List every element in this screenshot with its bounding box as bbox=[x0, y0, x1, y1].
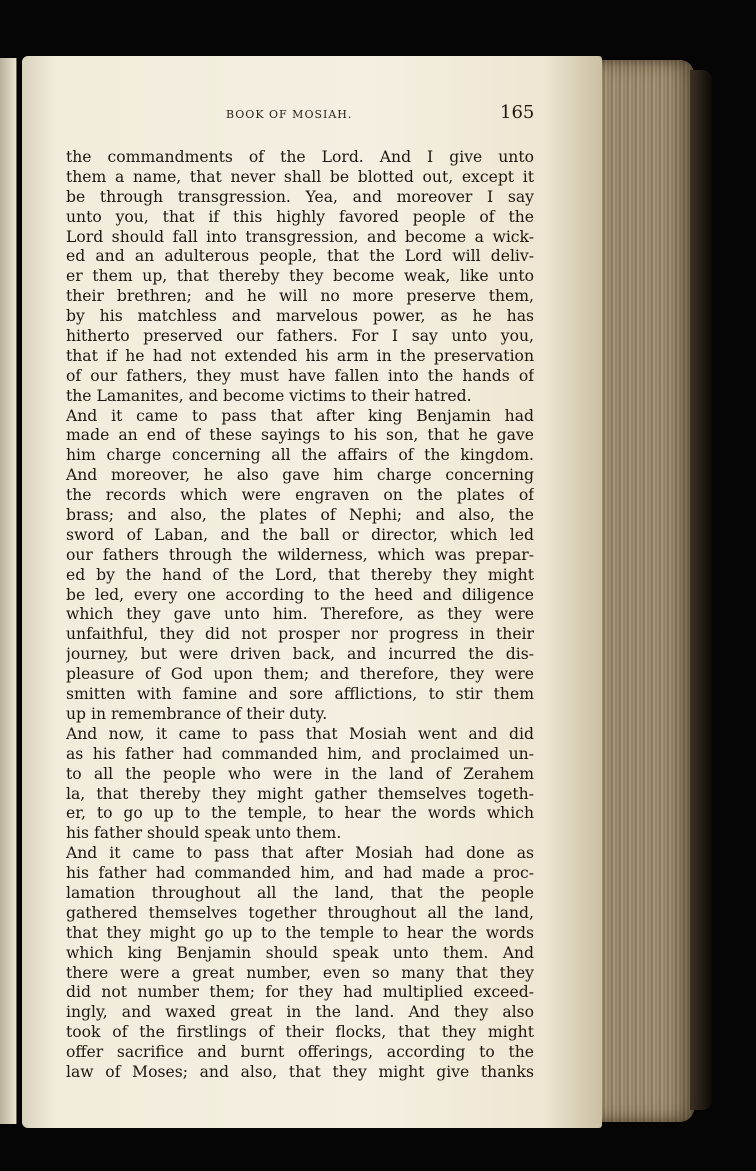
text-line: up in remembrance of their duty. bbox=[66, 704, 328, 723]
text-line: them a name, that never shall be blotted out, except it bbox=[66, 167, 534, 186]
text-line: of our fathers, they must have fallen into the hands of bbox=[66, 366, 534, 385]
text-line: our fathers through the wilderness, which was prepar- bbox=[66, 545, 534, 564]
text-line: sword of Laban, and the ball or director, which led bbox=[66, 525, 534, 544]
text-line: the records which were engraven on the plates of bbox=[66, 486, 534, 505]
facing-page-edge bbox=[0, 58, 17, 1124]
text-line: journey, but were driven back, and incurred the dis- bbox=[66, 645, 534, 664]
text-line: ingly, and waxed great in the land. And they also bbox=[66, 1003, 534, 1022]
text-line: And it came to pass that after Mosiah had done as bbox=[66, 844, 534, 863]
text-line: offer sacrifice and burnt offerings, according to the bbox=[66, 1043, 534, 1062]
text-line: to all the people who were in the land of Zerahem bbox=[66, 764, 534, 783]
text-line: be through transgression. Yea, and moreover I say bbox=[66, 187, 534, 206]
body-text bbox=[66, 148, 534, 1083]
text-line: which king Benjamin should speak unto them. And bbox=[66, 943, 534, 962]
text-line: that if he had not extended his arm in the preservation bbox=[66, 346, 534, 365]
text-line: And now, it came to pass that Mosiah went and did bbox=[66, 724, 534, 743]
text-line: er, to go up to the temple, to hear the words which bbox=[66, 804, 534, 823]
page-header bbox=[0, 102, 756, 128]
text-line: brass; and also, the plates of Nephi; and also, the bbox=[66, 506, 534, 525]
text-line: And moreover, he also gave him charge concerning bbox=[66, 466, 534, 485]
text-line: Lord should fall into transgression, and become a wick- bbox=[66, 227, 534, 246]
text-line: ed and an adulterous people, that the Lord will deliv- bbox=[66, 247, 534, 266]
text-line: smitten with famine and sore afflictions, to stir them bbox=[66, 685, 534, 704]
text-line: the commandments of the Lord. And I give unto bbox=[66, 148, 534, 166]
text-line: as his father had commanded him, and proclaimed un- bbox=[66, 744, 534, 763]
text-line: law of Moses; and also, that they might give thanks bbox=[66, 1062, 534, 1081]
text-line: ed by the hand of the Lord, that thereby they might bbox=[66, 565, 534, 584]
text-line: took of the firstlings of their flocks, that they might bbox=[66, 1023, 534, 1042]
text-line: unto you, that if this highly favored people of the bbox=[66, 207, 534, 226]
text-line: their brethren; and he will no more preserve them, bbox=[66, 287, 534, 306]
page-number: 165 bbox=[500, 102, 535, 123]
text-line: pleasure of God upon them; and therefore, they were bbox=[66, 665, 534, 684]
text-line: be led, every one according to the heed and diligence bbox=[66, 585, 534, 604]
text-line: there were a great number, even so many that they bbox=[66, 963, 534, 982]
text-line: unfaithful, they did not prosper nor progress in their bbox=[66, 625, 534, 644]
text-line: that they might go up to the temple to hear the words bbox=[66, 923, 534, 942]
text-line: And it came to pass that after king Benjamin had bbox=[66, 406, 534, 425]
text-line: the Lamanites, and become victims to their hatred. bbox=[66, 386, 472, 405]
text-line: by his matchless and marvelous power, as he has bbox=[66, 307, 534, 326]
text-line: lamation throughout all the land, that the people bbox=[66, 883, 534, 902]
text-line: which they gave unto him. Therefore, as they were bbox=[66, 605, 534, 624]
text-line: hitherto preserved our fathers. For I say unto you, bbox=[66, 327, 534, 346]
text-line: la, that thereby they might gather themselves togeth- bbox=[66, 784, 534, 803]
text-line: made an end of these sayings to his son, that he gave bbox=[66, 426, 534, 445]
book-spine-shadow bbox=[690, 70, 712, 1110]
text-line: him charge concerning all the affairs of the kingdom. bbox=[66, 446, 534, 465]
text-line: his father should speak unto them. bbox=[66, 824, 342, 843]
text-line: er them up, that thereby they become weak, like unto bbox=[66, 267, 534, 286]
text-line: his father had commanded him, and had made a proc- bbox=[66, 864, 534, 883]
running-head: BOOK OF MOSIAH. bbox=[226, 108, 353, 121]
text-line: did not number them; for they had multiplied exceed- bbox=[66, 983, 534, 1002]
text-line: gathered themselves together throughout all the land, bbox=[66, 903, 534, 922]
